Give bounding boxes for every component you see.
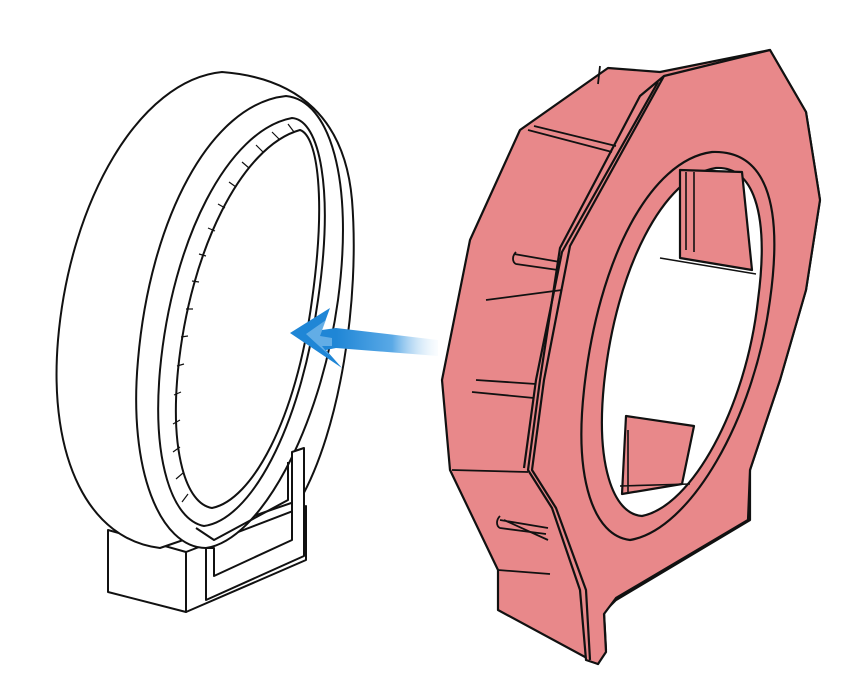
adapter-inner-tunnel-bottom [622,416,694,494]
arrow-shaft [336,328,438,356]
octagonal-adapter [442,50,820,664]
adapter-inner-tunnel [680,170,752,270]
